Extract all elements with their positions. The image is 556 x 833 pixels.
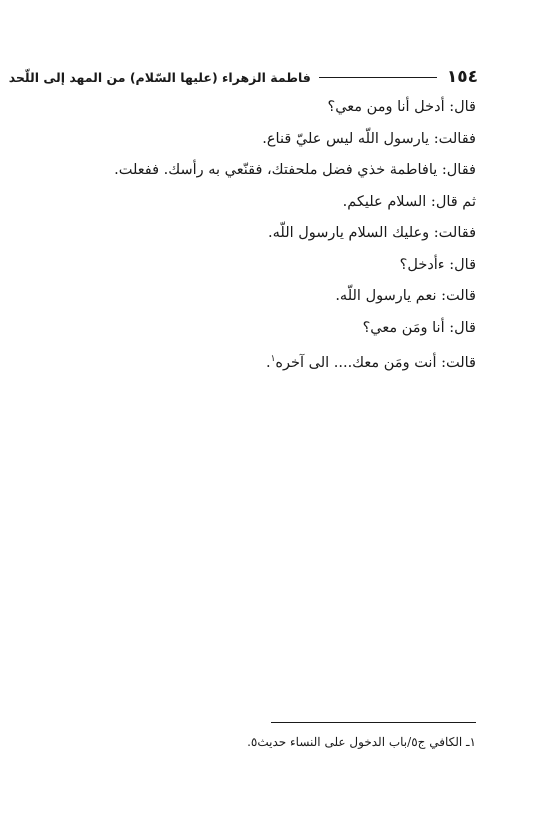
text-line: فقالت: يارسول اللّه ليس عليّ قناع. <box>262 130 476 147</box>
text-line: قال: أنا ومَن معي؟ <box>362 319 476 336</box>
footnote-marker: ١ <box>270 354 276 364</box>
text-line: فقال: يافاطمة خذي فضل ملحفتك، فقنّعي به رأسك. ففعلت. <box>114 162 476 178</box>
page-number: ١٥٤ <box>446 67 478 87</box>
text-line: فقالت: وعليك السلام يارسول اللّه. <box>268 225 476 241</box>
footnote: ١ـ الكافي ج٥/باب الدخول على النساء حديث٥. <box>247 735 476 749</box>
text-line: قال: ءأدخل؟ <box>399 256 476 273</box>
body-text <box>66 92 476 376</box>
header-rule <box>319 77 437 78</box>
text-line: قال: أدخل أنا ومن معي؟ <box>327 99 476 115</box>
text-line-content: قالت: أنت ومَن معك.... الى آخره <box>275 354 476 371</box>
text-line-last <box>66 344 476 376</box>
text-line: قالت: نعم يارسول اللّه. <box>335 288 476 304</box>
period: . <box>265 354 271 371</box>
text-line: ثم قال: السلام عليكم. <box>342 193 476 210</box>
page-header <box>8 64 478 90</box>
running-title: فاطمة الزهراء (عليها السّلام) من المهد إلى اللّحد <box>8 69 311 85</box>
footnote-rule <box>271 722 476 723</box>
